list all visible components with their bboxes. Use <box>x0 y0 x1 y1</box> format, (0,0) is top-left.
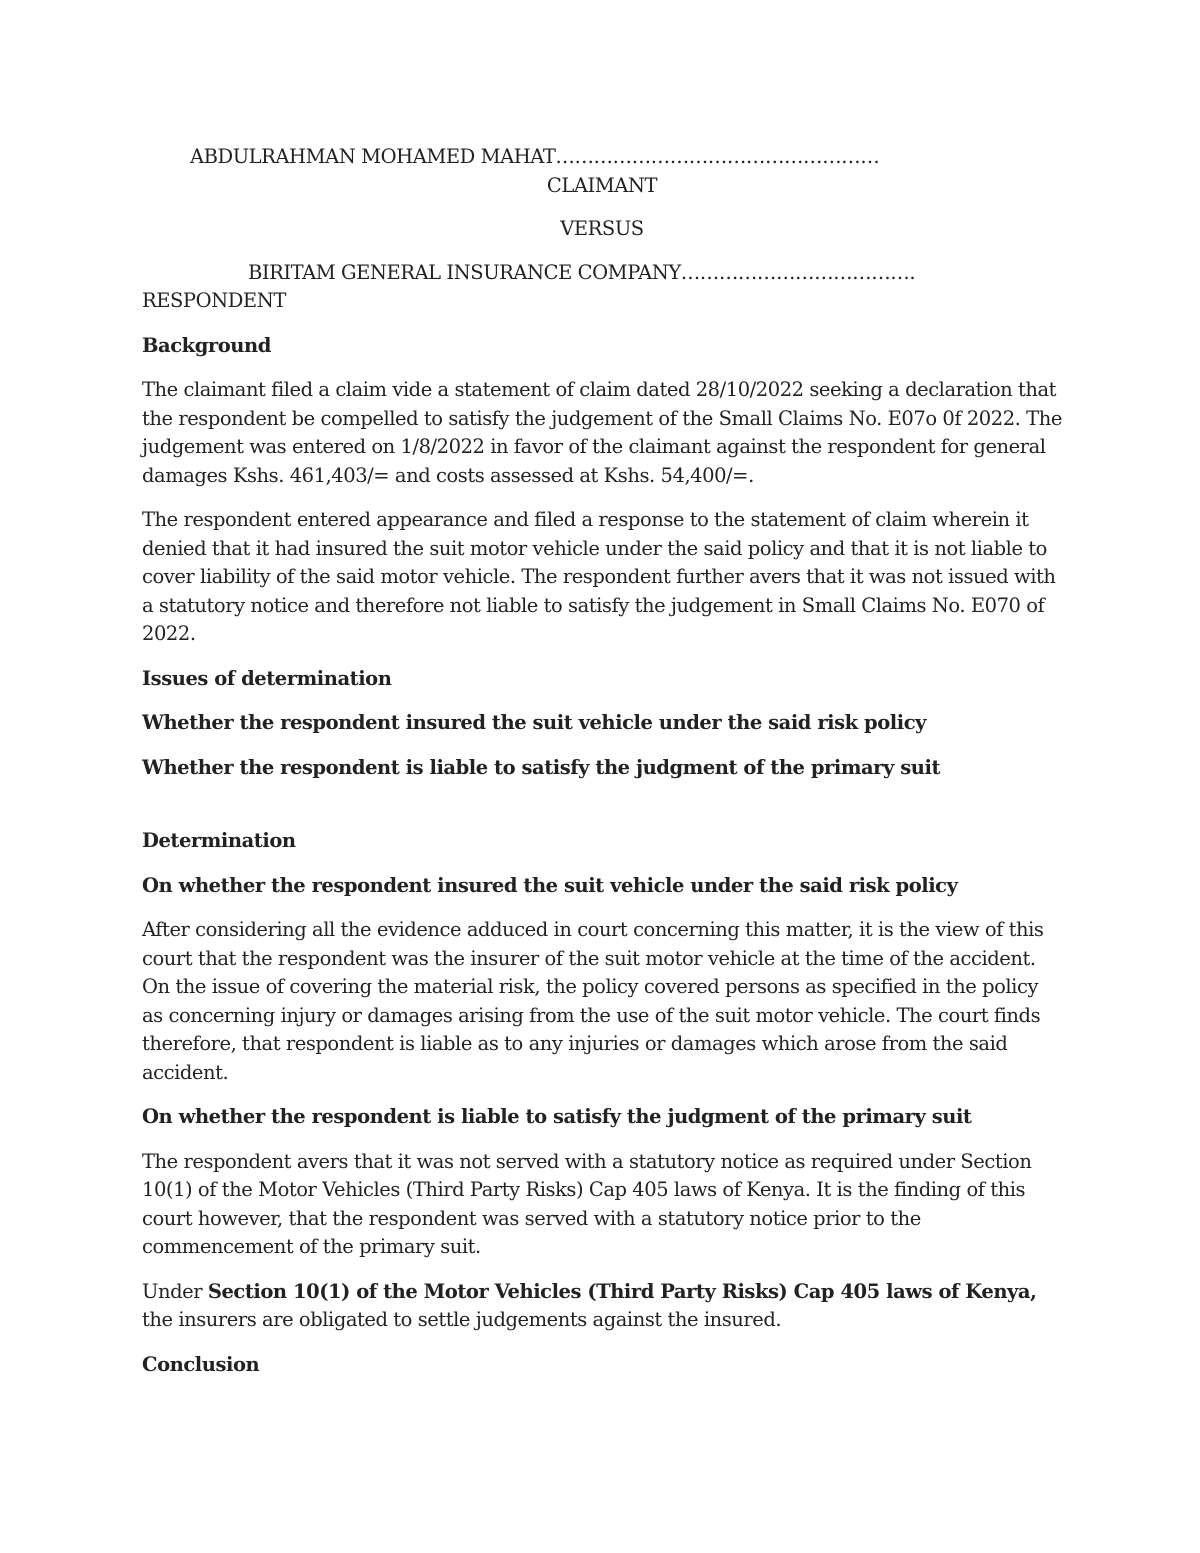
versus-label: VERSUS <box>560 217 644 240</box>
conclusion-heading: Conclusion <box>142 1352 260 1376</box>
determination-heading: Determination <box>142 829 296 852</box>
determination-subheading-1: On whether the respondent insured the suit vehicle under the said risk policy <box>142 873 958 897</box>
determination-paragraph-2: The respondent avers that it was not served with a statutory notice as required under Section 10(1) of the Motor Vehicles (Third Party Risks) Cap 405 laws of Kenya. It is the finding of this court however, that the respondent was served with a statutory notice prior to the commencement of the primary suit. <box>142 1149 1032 1258</box>
paragraph-3-prefix: Under <box>142 1279 208 1303</box>
issues-heading: Issues of determination <box>142 666 392 690</box>
claimant-role: CLAIMANT <box>546 173 658 197</box>
statute-citation: Section 10(1) of the Motor Vehicles (Third Party Risks) Cap 405 laws of Kenya, <box>207 1279 1037 1303</box>
respondent-party-line: BIRITAM GENERAL INSURANCE COMPANY………………………………. <box>248 260 916 284</box>
claimant-party-line: ABDULRAHMAN MOHAMED MAHAT…………………………………………… <box>190 145 880 168</box>
background-paragraph-1: The claimant filed a claim vide a statement of claim dated 28/10/2022 seeking a declaration that the respondent be compelled to satisfy the judgement of the Small Claims No. E07o 0f 2022. The judgement was entered on 1/8/2022 in favor of the claimant against the respondent for general damages Kshs. 461,403/= and costs assessed at Kshs. 54,400/=. <box>142 378 1062 487</box>
respondent-role: RESPONDENT <box>142 289 286 312</box>
determination-paragraph-3 <box>142 1278 1062 1335</box>
determination-paragraph-1: After considering all the evidence adduced in court concerning this matter, it is the view of this court that the respondent was the insurer of the suit motor vehicle at the time of the accident. On the issue of covering the material risk, the policy covered persons as specified in the policy as concerning injury or damages arising from the use of the suit motor vehicle. The court finds therefore, that respondent is liable as to any injuries or damages which arose from the said accident. <box>142 918 1044 1084</box>
issue-1: Whether the respondent insured the suit vehicle under the said risk policy <box>142 711 926 734</box>
background-heading: Background <box>142 333 271 357</box>
issue-2: Whether the respondent is liable to satisfy the judgment of the primary suit <box>142 755 940 779</box>
paragraph-3-suffix: the insurers are obligated to settle judgements against the insured. <box>142 1308 782 1331</box>
background-paragraph-2: The respondent entered appearance and filed a response to the statement of claim wherein it denied that it had insured the suit motor vehicle under the said policy and that it is not liable to cover liability of the said motor vehicle. The respondent further avers that it was not issued with a statutory notice and therefore not liable to satisfy the judgement in Small Claims No. E070 of 2022. <box>142 508 1056 645</box>
determination-subheading-2: On whether the respondent is liable to satisfy the judgment of the primary suit <box>142 1105 972 1128</box>
document-page <box>142 143 1062 1395</box>
